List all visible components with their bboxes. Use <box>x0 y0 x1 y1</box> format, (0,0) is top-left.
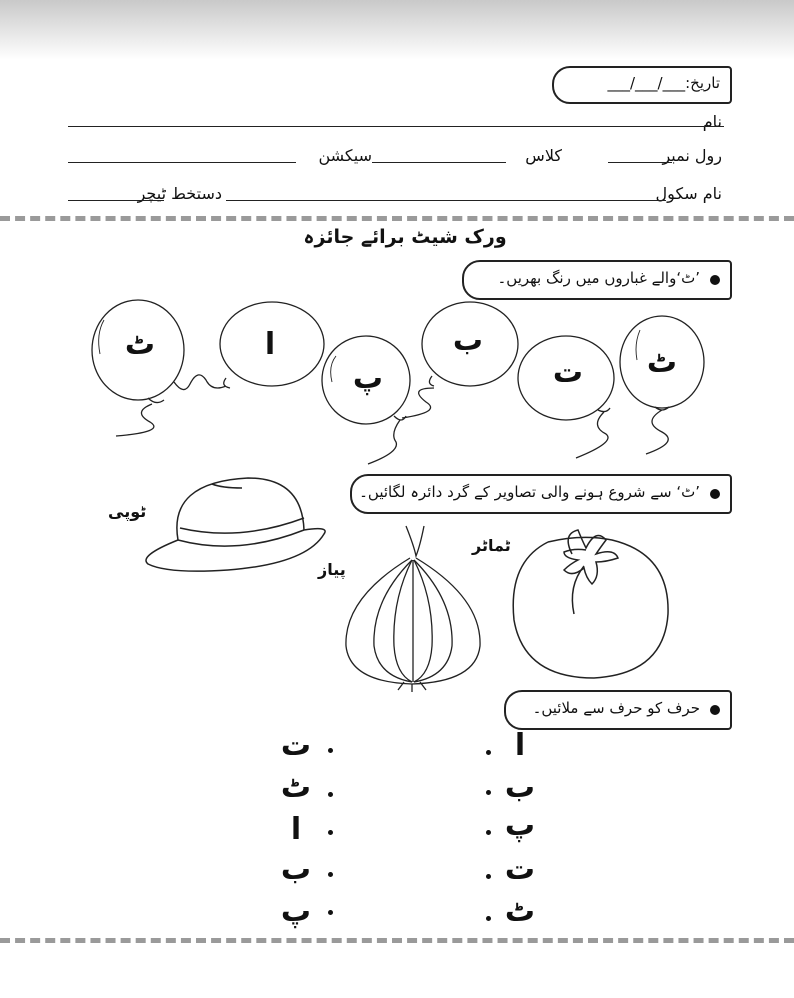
worksheet-title: ورک شیٹ برائے جائزہ <box>303 226 507 248</box>
match-left-dot[interactable] <box>328 872 333 877</box>
match-left-dot[interactable] <box>328 792 333 797</box>
match-right-letter: ت <box>504 852 536 887</box>
match-right-dot[interactable] <box>486 916 491 921</box>
onion-label: پیاز <box>318 560 346 579</box>
balloon-letter: ا <box>264 327 276 362</box>
balloon-icon <box>174 302 324 390</box>
instruction-box-pictures <box>350 474 732 514</box>
class-label: کلاس <box>525 146 562 165</box>
dashed-divider-bottom <box>0 938 794 943</box>
match-left-dot[interactable] <box>328 910 333 915</box>
teacher-signature-label: دستخط ٹیچر <box>137 184 222 203</box>
match-right-letter: پ <box>504 808 536 843</box>
match-right-dot[interactable] <box>486 750 491 755</box>
date-label: تاریخ:___/___/___ <box>607 74 720 92</box>
bullet-icon <box>710 489 720 499</box>
section-label: سیکشن <box>318 146 372 165</box>
bullet-icon <box>710 705 720 715</box>
match-left-letter: ٹ <box>280 770 312 805</box>
match-right-letter: ٹ <box>504 894 536 929</box>
hat-icon[interactable] <box>142 470 322 580</box>
match-right-letter: ب <box>504 770 536 805</box>
hat-label: ٹوپی <box>108 502 147 521</box>
instruction-match: حرف کو حرف سے ملائیں۔ <box>532 699 700 717</box>
match-right-letter: ا <box>514 728 526 763</box>
instruction-pictures: ’ٹ‘ سے شروع ہونے والی تصاویر کے گرد دائرہ لگائیں۔ <box>359 483 700 501</box>
roll-number-label: رول نمبر <box>662 146 722 165</box>
name-label: نام <box>702 112 722 131</box>
instruction-balloons: ’ٹ‘والے غباروں میں رنگ بھریں۔ <box>497 269 700 287</box>
match-right-dot[interactable] <box>486 874 491 879</box>
balloon-icon <box>92 300 184 436</box>
tomato-icon[interactable] <box>508 524 668 684</box>
balloon-letter: ٹ <box>124 327 156 362</box>
balloon-letter: ت <box>552 355 584 390</box>
school-name-label: نام سکول <box>655 184 722 203</box>
balloon-icon <box>402 302 518 418</box>
match-left-letter: ا <box>290 812 302 847</box>
balloon-icon <box>322 336 410 464</box>
onion-icon[interactable] <box>342 524 492 694</box>
balloon-icon <box>620 316 704 454</box>
match-left-letter: پ <box>280 894 312 929</box>
match-left-dot[interactable] <box>328 830 333 835</box>
tomato-label: ٹماٹر <box>472 536 511 555</box>
balloon-letter: ٹ <box>646 345 678 380</box>
match-right-dot[interactable] <box>486 790 491 795</box>
match-left-letter: ت <box>280 728 312 763</box>
balloon-letter: ب <box>452 323 484 358</box>
balloon-letter: پ <box>352 361 384 396</box>
match-right-dot[interactable] <box>486 830 491 835</box>
match-left-letter: ب <box>280 852 312 887</box>
match-left-dot[interactable] <box>328 748 333 753</box>
instruction-box-match <box>504 690 732 730</box>
